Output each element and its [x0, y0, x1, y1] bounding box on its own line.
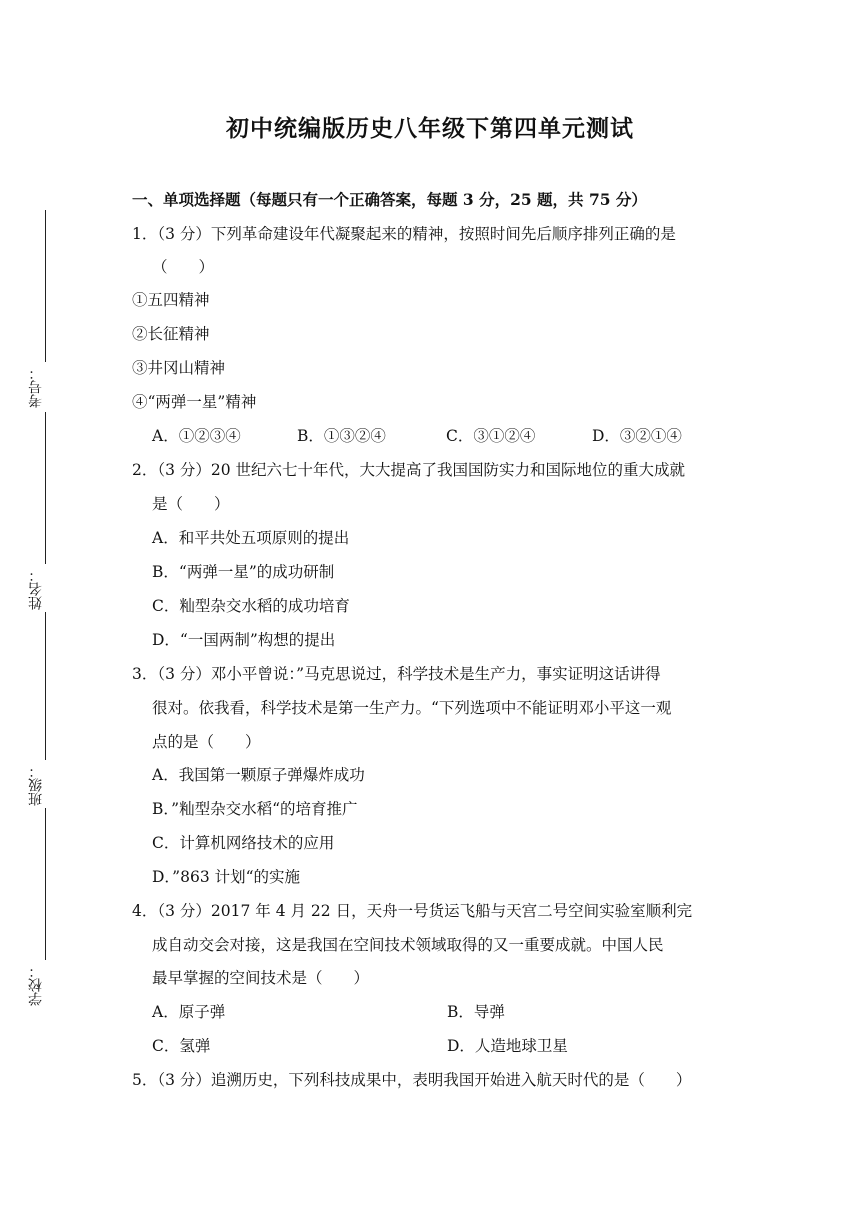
margin-line-kaohao [45, 210, 46, 362]
question-1-item: ③井冈山精神 [132, 359, 226, 377]
question-1-stem: 1．（3 分）下列革命建设年代凝聚起来的精神，按照时间先后顺序排列正确的是 [132, 225, 676, 243]
option-c[interactable]: C．③①②④ [446, 427, 536, 445]
question-4-stem-cont: 成自动交会对接，这是我国在空间技术领域取得的又一重要成就。中国人民 [152, 936, 664, 954]
option-d[interactable]: D．”863 计划“的实施 [152, 868, 301, 886]
option-b[interactable]: B．“两弹一星”的成功研制 [152, 563, 335, 581]
question-4-stem: 4．（3 分）2017 年 4 月 22 日，天舟一号货运飞船与天宫二号空间实验室顺利完 [132, 902, 693, 920]
question-1-item: ④“两弹一星”精神 [132, 393, 257, 411]
question-4-stem-cont: 最早掌握的空间技术是（ ） [152, 969, 370, 987]
margin-label-kaohao: 考号： [28, 366, 44, 408]
document-title: 初中统编版历史八年级下第四单元测试 [226, 115, 634, 142]
margin-label-banji: 班级： [28, 764, 44, 806]
margin-line-banji [45, 612, 46, 760]
question-5-stem: 5．（3 分）追溯历史，下列科技成果中，表明我国开始进入航天时代的是（ ） [132, 1071, 692, 1089]
option-c[interactable]: C．籼型杂交水稻的成功培育 [152, 597, 350, 615]
question-3-stem-cont: 很对。依我看，科学技术是第一生产力。“下列选项中不能证明邓小平这一观 [152, 699, 672, 717]
question-2-stem: 2．（3 分）20 世纪六七十年代，大大提高了我国国防实力和国际地位的重大成就 [132, 461, 686, 479]
option-a[interactable]: A．和平共处五项原则的提出 [152, 529, 350, 547]
option-a[interactable]: A．①②③④ [152, 427, 241, 445]
option-d[interactable]: D．③②①④ [592, 427, 682, 445]
option-a[interactable]: A．原子弹 [152, 1003, 226, 1021]
margin-label-xingming: 姓名： [28, 568, 44, 610]
option-c[interactable]: C．氢弹 [152, 1037, 211, 1055]
question-3-stem: 3．（3 分）邓小平曾说：”马克思说过，科学技术是生产力，事实证明这话讲得 [132, 665, 661, 683]
question-1-item: ②长征精神 [132, 325, 210, 343]
section-heading: 一、单项选择题（每题只有一个正确答案，每题 3 分，25 题，共 75 分） [132, 190, 647, 209]
option-b[interactable]: B．①③②④ [297, 427, 386, 445]
margin-label-xuexiao: 学校： [28, 964, 44, 1006]
question-1-item: ①五四精神 [132, 291, 210, 309]
option-d[interactable]: D．“一国两制”构想的提出 [152, 631, 336, 649]
option-b[interactable]: B．”籼型杂交水稻“的培育推广 [152, 800, 358, 818]
option-c[interactable]: C．计算机网络技术的应用 [152, 834, 335, 852]
question-2-stem-cont: 是（ ） [152, 495, 230, 513]
question-1-stem-cont: （ ） [152, 258, 215, 276]
option-a[interactable]: A．我国第一颗原子弹爆炸成功 [152, 766, 365, 784]
option-b[interactable]: B．导弹 [447, 1003, 505, 1021]
question-3-stem-cont: 点的是（ ） [152, 733, 261, 751]
margin-line-xuexiao [45, 808, 46, 960]
margin-line-xingming [45, 412, 46, 564]
option-d[interactable]: D．人造地球卫星 [447, 1037, 568, 1055]
